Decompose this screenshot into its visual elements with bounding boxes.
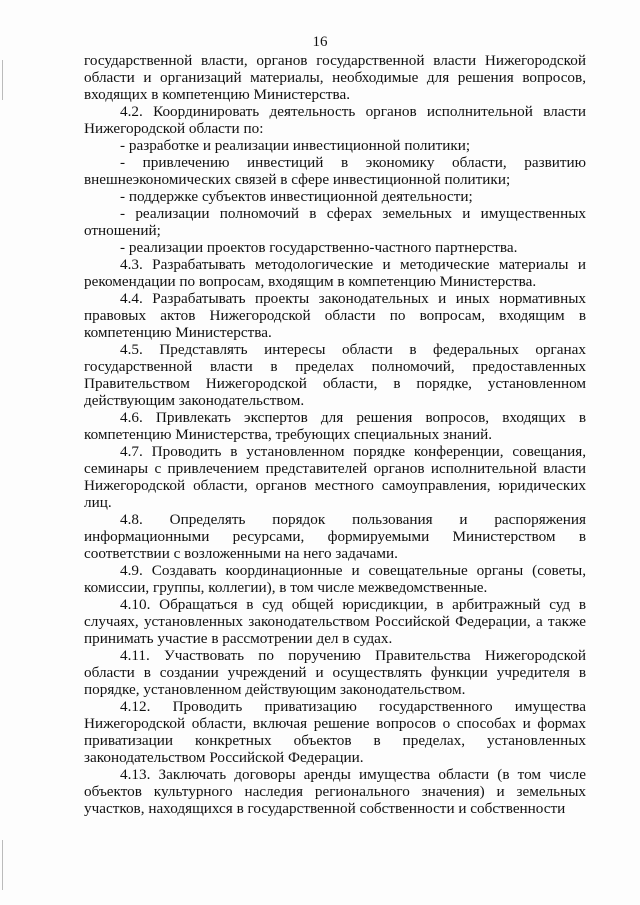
paragraph: 4.8. Определять порядок пользования и распоряжения информационными ресурсами, формируемыми Министерством в соответствии с возложенными на него задачами. (84, 511, 586, 562)
paragraph: 4.7. Проводить в установленном порядке конференции, совещания, семинары с привлечением представителей органов исполнительной власти Нижегородской области, органов местного самоуправления, юридических лиц. (84, 443, 586, 511)
paragraph: - разработке и реализации инвестиционной политики; (120, 137, 471, 154)
paragraph: 4.11. Участвовать по поручению Правительства Нижегородской области в создании учреждений и осуществлять функции учредителя в порядке, установленном действующим законодательством. (84, 647, 586, 698)
scan-edge-mark (2, 60, 3, 100)
paragraph: 4.6. Привлекать экспертов для решения вопросов, входящих в компетенцию Министерства, требующих специальных знаний. (84, 409, 586, 443)
scan-edge-mark (2, 840, 3, 890)
paragraph: 4.12. Проводить приватизацию государственного имущества Нижегородской области, включая решение вопросов о способах и формах приватизации конкретных объектов в пределах, установленных законодательством Российской Федерации. (84, 698, 586, 766)
paragraph: - поддержке субъектов инвестиционной деятельности; (120, 188, 473, 205)
paragraph: 4.3. Разрабатывать методологические и методические материалы и рекомендации по вопросам, входящим в компетенцию Министерства. (84, 256, 586, 290)
document-body (84, 52, 586, 817)
paragraph: - реализации проектов государственно-частного партнерства. (120, 239, 518, 256)
paragraph: - привлечению инвестиций в экономику области, развитию внешнеэкономических связей в сфере инвестиционной политики; (84, 154, 586, 188)
paragraph: 4.4. Разрабатывать проекты законодательных и иных нормативных правовых актов Нижегородской области по вопросам, входящим в компетенцию Министерства. (84, 290, 586, 341)
paragraph: 4.10. Обращаться в суд общей юрисдикции, в арбитражный суд в случаях, установленных законодательством Российской Федерации, а также принимать участие в рассмотрении дел в судах. (84, 596, 586, 647)
paragraph: - реализации полномочий в сферах земельных и имущественных отношений; (84, 205, 586, 239)
paragraph: 4.9. Создавать координационные и совещательные органы (советы, комиссии, группы, коллегии), в том числе межведомственные. (84, 562, 586, 596)
paragraph: 4.2. Координировать деятельность органов исполнительной власти Нижегородской области по: (84, 103, 586, 137)
paragraph: 4.13. Заключать договоры аренды имущества области (в том числе объектов культурного наследия регионального значения) и земельных участков, находящихся в государственной собственности и собственности (84, 766, 586, 817)
paragraph: 4.5. Представлять интересы области в федеральных органах государственной власти в пределах полномочий, предоставленных Правительством Нижегородской области, в порядке, установленном действующим законодательством. (84, 341, 586, 409)
paragraph: государственной власти, органов государственной власти Нижегородской области и организаций материалы, необходимые для решения вопросов, входящих в компетенцию Министерства. (84, 52, 586, 103)
page-number: 16 (312, 34, 328, 50)
